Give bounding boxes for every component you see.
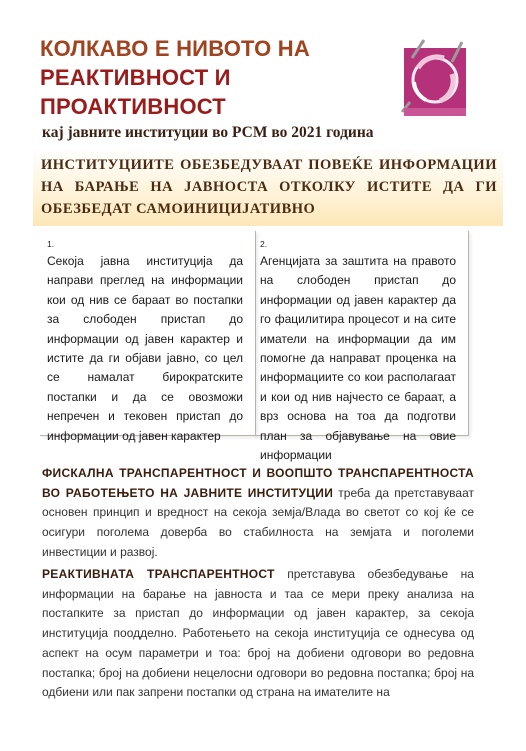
banner-text: ИНСТИТУЦИИТЕ ОБЕЗБЕДУВААТ ПОВЕЌЕ ИНФОРМАЦИИ НА БАРАЊЕ НА ЈАВНОСТА ОТКОЛКУ ИСТИТЕ ДА ГИ ОБЕЗБЕДАТ САМОИНИЦИЈАТИВНО [41, 157, 497, 217]
circular-arrows-logo-icon [400, 38, 472, 120]
title-line-3: ПРОАКТИВНОСТ [40, 94, 226, 119]
paragraph-body: треба да претставуваат основен принцип и вредност на секоја земја/Влада во светот со кој ќе се осигури поголема доверба во стабилноста на земјата и поголеми инвестиции и развој. [42, 485, 474, 559]
recommendation-text: Секоја јавна институција да направи преглед на информации кои од нив се бараат во постапки за слободен пристап до информации од јавен карактер и истите да ги објави јавно, со цел се намалат бирократските постапки и да се овозможи непречен и тековен пристап до информации од јавен карактер [47, 254, 243, 443]
recommendation-number: 1. [47, 239, 55, 249]
recommendation-box-1 [40, 231, 256, 443]
page-subtitle: кај јавните институции во РСМ во 2021 година [42, 124, 374, 141]
highlight-banner [33, 148, 503, 226]
title-line-1: КОЛКАВО Е НИВОТО НА [40, 36, 310, 61]
paragraph-body: претставува обезбедување на информации на барање на јавноста и таа се мери преку анализа на постапките за пристап до информации од јавен карактер, за секоја институција поодделно. Работењето на секоја институција се однесува од аспект на осум параметри и тоа: број на добиени одговори во редовна постапка; број на добиени нецелосни одговори во редовна постапка; број на одбиени или пак запрени постапки од страна на имателите на [42, 567, 474, 700]
recommendation-box-2 [253, 231, 469, 463]
title-line-2: РЕАКТИВНОСТ И [40, 65, 231, 90]
recommendation-number: 2. [260, 239, 268, 249]
paragraph-fiscal-transparency [42, 464, 474, 563]
paragraph-lead: РЕАКТИВНАТА ТРАНСПАРЕНТНОСТ [42, 567, 275, 581]
page-title [40, 34, 310, 121]
paragraph-reactive-transparency [42, 565, 474, 703]
recommendation-text: Агенцијата за заштита на правото на слободен пристап до информации од јавен карактер да го фацилитира процесот и на сите иматели на информации да им помогне да направат проценка на информациите со кои располагаат и кои од нив најчесто се бараат, а врз основа на тоа да подготви план за објавување на овие информации [260, 254, 456, 463]
paragraph-lead: ФИСКАЛНА ТРАНСПАРЕНТНОСТ И ВООПШТО ТРАНСПАРЕНТНОСТА ВО РАБОТЕЊЕТО НА ЈАВНИТЕ ИНСТИТУЦИИ [42, 466, 474, 500]
